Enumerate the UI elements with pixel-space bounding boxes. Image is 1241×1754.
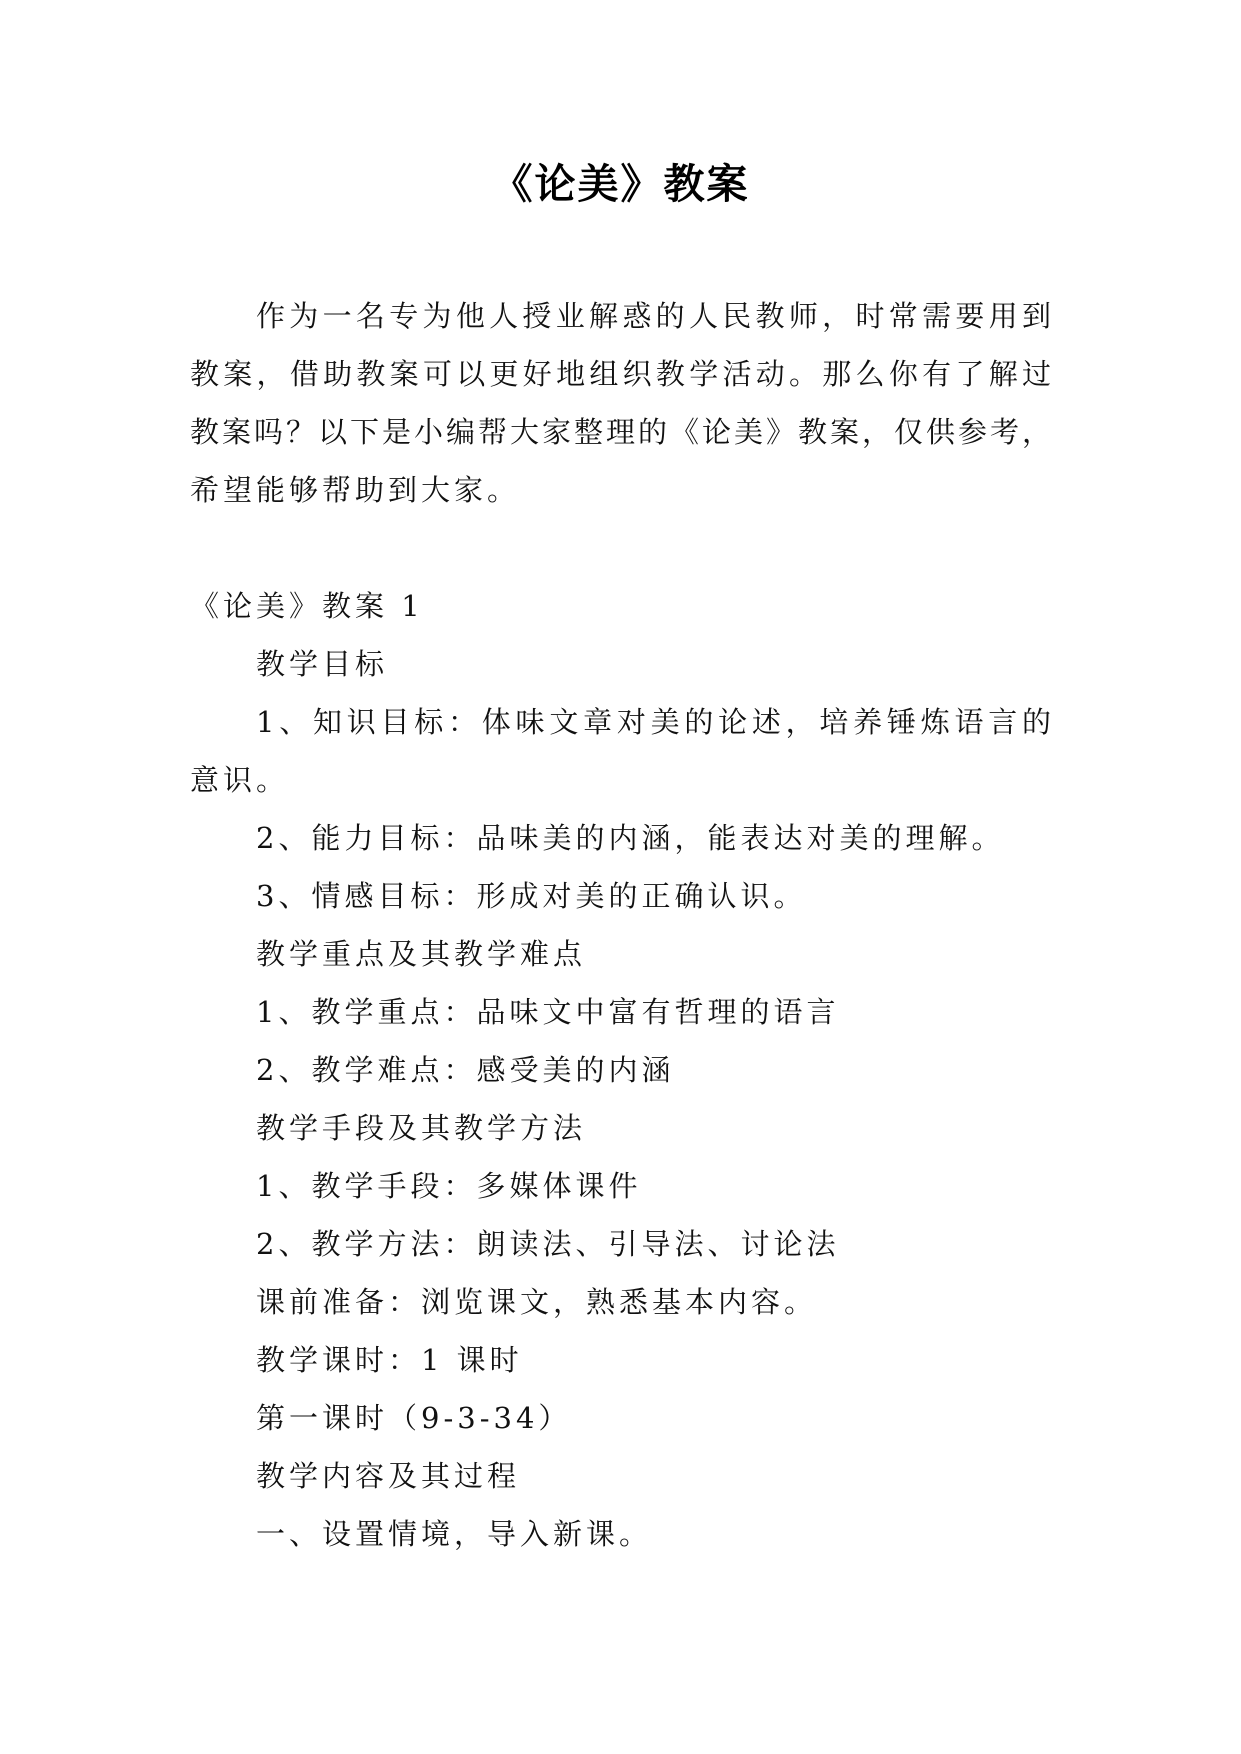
methods-heading: 教学手段及其教学方法: [256, 1111, 587, 1145]
objectives-heading: 教学目标: [256, 647, 389, 681]
class-hours: 教学课时：1 课时: [256, 1343, 523, 1377]
teaching-method: 2、教学方法：朗读法、引导法、讨论法: [256, 1227, 840, 1261]
intro-line: 希望能够帮助到大家。: [190, 473, 521, 507]
knowledge-objective-continued: 意识。: [190, 763, 290, 797]
teaching-difficulty: 2、教学难点：感受美的内涵: [256, 1053, 675, 1087]
blank-line: [190, 519, 1051, 577]
ability-objective: 2、能力目标：品味美的内涵，能表达对美的理解。: [256, 821, 1005, 855]
knowledge-objective: 1、知识目标：体味文章对美的论述，培养锤炼语言的: [256, 705, 1051, 739]
step-one: 一、设置情境，导入新课。: [256, 1517, 653, 1551]
key-points-heading: 教学重点及其教学难点: [256, 937, 587, 971]
intro-line: 教案，借助教案可以更好地组织教学活动。那么你有了解过: [190, 357, 1051, 391]
intro-line: 作为一名专为他人授业解惑的人民教师，时常需要用到: [256, 299, 1051, 333]
teaching-means: 1、教学手段：多媒体课件: [256, 1169, 642, 1203]
document-body: [190, 287, 1051, 1563]
process-heading: 教学内容及其过程: [256, 1459, 521, 1493]
first-period: 第一课时（9-3-34）: [256, 1401, 572, 1435]
emotion-objective: 3、情感目标：形成对美的正确认识。: [256, 879, 807, 913]
intro-line: 教案吗？以下是小编帮大家整理的《论美》教案，仅供参考，: [190, 415, 1051, 449]
section-heading: 《论美》教案 1: [190, 589, 424, 623]
teaching-focus: 1、教学重点：品味文中富有哲理的语言: [256, 995, 840, 1029]
document-title: 《论美》教案: [491, 160, 750, 208]
class-preparation: 课前准备：浏览课文，熟悉基本内容。: [256, 1285, 818, 1319]
